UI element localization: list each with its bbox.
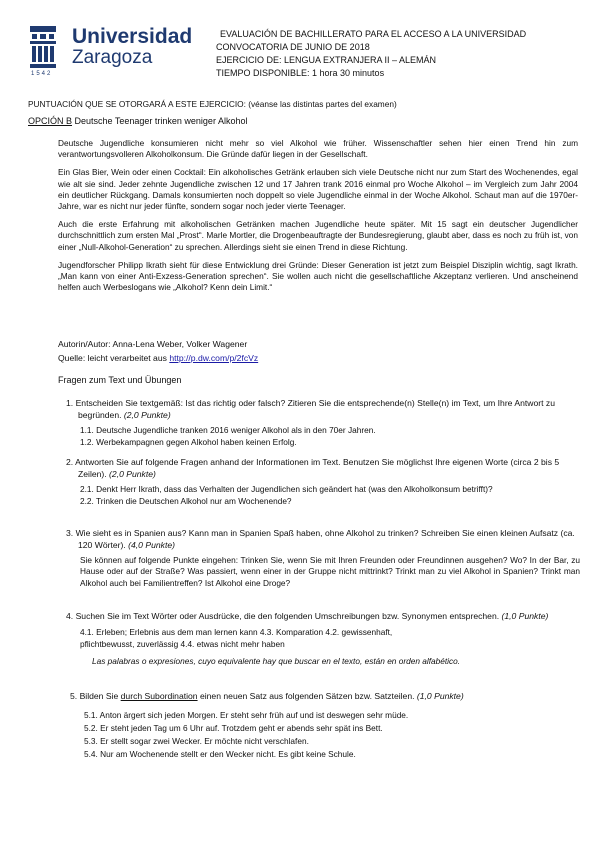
source-line xyxy=(58,351,258,365)
reading-text xyxy=(58,138,578,300)
crest-year: 1542 xyxy=(31,71,53,77)
question-points: (1,0 Punkte) xyxy=(501,611,549,621)
list-item: 4.1. Erleben; Erlebnis aus dem man lernen kann 4.3. Komparation 4.2. gewissenhaft, xyxy=(80,626,393,637)
points-line: PUNTUACIÓN QUE SE OTORGARÁ A ESTE EJERCICIO: (véanse las distintas partes del examen) xyxy=(28,99,397,109)
question-points: (2,0 Punkte) xyxy=(109,468,156,479)
question-number: 1. xyxy=(66,398,74,408)
list-item: 1.1. Deutsche Jugendliche tranken 2016 weniger Alkohol als in den 70er Jahren. xyxy=(80,425,376,436)
list-item: pflichtbewusst, zuverlässig 4.4. etwas nicht mehr haben xyxy=(80,638,285,649)
university-city: Zaragoza xyxy=(72,47,153,68)
source-link[interactable]: http://p.dw.com/p/2fcVz xyxy=(169,353,259,363)
question-items xyxy=(60,425,580,448)
author-line: Autorin/Autor: Anna-Lena Weber, Volker Wagener xyxy=(58,339,248,349)
text-paragraph: Auch die erste Erfahrung mit alkoholischen Getränken machen Jugendliche heute später. Mit 15 sagt ein deutscher Jugendlicher durchschnittlich zum ersten Mal „Prost“. Marle Mortler, die Drogenbeauftragte der Bundesregierung, glaubt aber, dass es noch zu früh ist, von einer „Null-Alkohol-Generation“ zu sprechen. Allerdings sieht sie einen Trend in diese Richtung. xyxy=(58,219,578,252)
question-note: Las palabras o expresiones, cuyo equivalente hay que buscar en el texto, están en orden alfabético. xyxy=(92,656,461,666)
question-text: 5. Bilden Sie durch Subordination einen neuen Satz aus folgenden Sätzen bzw. Satzteilen. (1,0 Punkte) xyxy=(70,691,464,701)
question-text: 1. Entscheiden Sie textgemäß: Ist das richtig oder falsch? Zitieren Sie die entsprechende(n) Stelle(n) im Text, um Ihre Antwort zu begründen. (2,0 Punkte) xyxy=(66,398,555,420)
question-5 xyxy=(64,691,584,761)
university-name: Universidad xyxy=(72,25,193,48)
list-item: 5.4. Nur am Wochenende stellt er den Wecker nicht. Es gibt keine Schule. xyxy=(84,749,356,760)
question-4 xyxy=(60,611,580,668)
text-meta xyxy=(58,337,258,365)
question-2 xyxy=(60,457,580,509)
question-items xyxy=(64,709,584,761)
question-text: 2. Antworten Sie auf folgende Fragen anhand der Informationen im Text. Benutzen Sie möglichst Ihre eigenen Worte (circa 2 bis 5 Zeilen). (2,0 Punkte) xyxy=(66,457,560,479)
question-points: (1,0 Punkte) xyxy=(416,691,464,701)
source-prefix: Quelle: leicht verarbeitet aus xyxy=(58,353,170,363)
list-item: 5.2. Er steht jeden Tag um 6 Uhr auf. Trotzdem geht er abends sehr spät ins Bett. xyxy=(84,722,383,733)
option-heading xyxy=(28,116,247,126)
text-paragraph: Jugendforscher Philipp Ikrath sieht für diese Entwicklung drei Gründe: Dieser Generation ist jetzt zum Beispiel Disziplin wichtig, sagt Ikrath. „Man kann von einer Anti-Exzess-Generation sprechen“. Sie wollen auch nicht die gesellschaftliche Akzeptanz verlieren. Und anscheinend helfen auch Werbeslogans wie „Alkohol? Kenn dein Limit.“ xyxy=(58,259,578,293)
list-item: 2.2. Trinken die Deutschen Alkohol nur am Wochenende? xyxy=(80,496,292,507)
exam-time: TIEMPO DISPONIBLE: 1 hora 30 minutos xyxy=(216,68,385,78)
exam-subject: EJERCICIO DE: LENGUA EXTRANJERA II – ALEMÁN xyxy=(216,55,437,65)
question-guidance: Sie können auf folgende Punkte eingehen: Trinken Sie, wenn Sie mit Ihren Freunden oder Freundinnen ausgehen? Wo? In der Bar, zu Hause oder auf der Straße? Was passiert, wenn einer in der Gruppe nicht mittrinkt? Trinkt man zu viel Alkohol in Spanien? Trinkt man Alkohol auch bei Familientreffen? Ist Alkohol eine Droge? xyxy=(80,555,580,588)
list-item: 1.2. Werbekampagnen gegen Alkohol haben keinen Erfolg. xyxy=(80,437,297,448)
question-points: (2,0 Punkte) xyxy=(123,409,171,420)
option-label: OPCIÓN B xyxy=(28,116,73,126)
question-number: 5. xyxy=(70,691,78,701)
question-text: 3. Wie sieht es in Spanien aus? Kann man in Spanien Spaß haben, ohne Alkohol zu trinken? Schreiben Sie einen kleinen Aufsatz (ca. 120 Wörter). (4,0 Punkte) xyxy=(66,528,575,550)
list-item: 5.3. Er stellt sogar zwei Wecker. Er möchte nicht verschlafen. xyxy=(84,736,309,746)
question-1 xyxy=(60,398,580,450)
university-logo xyxy=(28,26,208,86)
question-items xyxy=(60,484,580,507)
question-3 xyxy=(60,528,580,589)
questions-heading: Fragen zum Text und Übungen xyxy=(58,375,182,385)
question-number: 3. xyxy=(66,528,74,538)
exam-title: EVALUACIÓN DE BACHILLERATO PARA EL ACCESO A LA UNIVERSIDAD xyxy=(220,29,527,39)
question-number: 4. xyxy=(66,611,74,621)
text-paragraph: Deutsche Jugendliche konsumieren nicht mehr so viel Alkohol wie früher. Wissenschaftler sehen hier einen Trend hin zum verantwortungsvolleren Alkoholkonsum. Die Gründe dafür liegen in der Gesellschaft. xyxy=(58,138,578,160)
question-number: 2. xyxy=(66,457,74,467)
option-title: Deutsche Teenager trinken weniger Alkohol xyxy=(72,116,248,126)
text-paragraph: Ein Glas Bier, Wein oder einen Cocktail: Ein alkoholisches Getränk erlauben sich viele Deutsche nicht nur zum Start des Wochenendes, egal wie alt sie sind. Jeder zehnte Jugendliche zwischen 12 und 17 Jahren trank 2016 einmal pro Woche Alkohol – im Vergleich zum Jahr 2004 ein deutlicher Rückgang. Damals konsumierten noch doppelt so viele Jugendliche einmal in der Woche Alkohol. Schaut man auf die 1970er-Jahre, war es nicht nur jeder fünfte, sondern sogar noch jeder vierte Teenager. xyxy=(58,167,578,212)
question-items xyxy=(60,627,580,650)
exam-header xyxy=(216,28,596,80)
university-crest-icon xyxy=(28,26,58,70)
question-points: (4,0 Punkte) xyxy=(128,539,175,550)
list-item: 2.1. Denkt Herr Ikrath, dass das Verhalten der Jugendlichen sich geändert hat (was den Alkoholkonsum betrifft)? xyxy=(80,484,493,495)
question-text: 4. Suchen Sie im Text Wörter oder Ausdrücke, die den folgenden Umschreibungen bzw. Synonymen entsprechen. (1,0 Punkte) xyxy=(66,611,549,621)
exam-session: CONVOCATORIA DE JUNIO DE 2018 xyxy=(216,42,370,52)
list-item: 5.1. Anton ärgert sich jeden Morgen. Er steht sehr früh auf und ist deswegen sehr müde. xyxy=(84,709,409,720)
